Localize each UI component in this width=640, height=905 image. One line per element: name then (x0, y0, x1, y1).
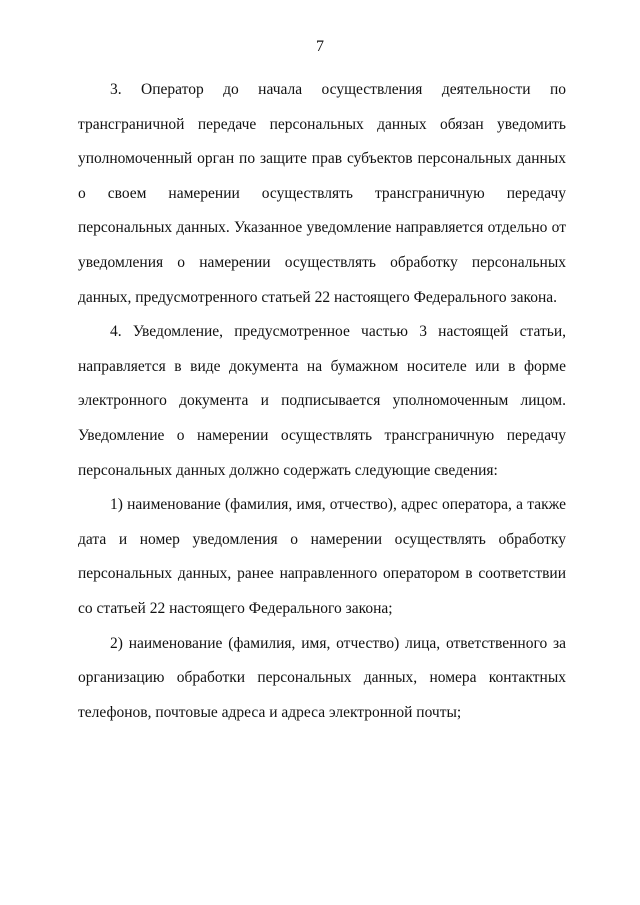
page-number: 7 (316, 38, 324, 55)
list-item-2: 2) наименование (фамилия, имя, отчество) лица, ответственного за организацию обработки персональных данных, номера контактных телефонов, почтовые адреса и адреса электронной почты; (78, 634, 566, 721)
paragraph-3: 3. Оператор до начала осуществления деятельности по трансграничной передаче персональных данных обязан уведомить уполномоченный орган по защите прав субъектов персональных данных о своем намерении осуществлять трансграничную передачу персональных данных. Указанное уведомление направляется отдельно от уведомления о намерении осуществлять обработку персональных данных, предусмотренного статьей 22 настоящего Федерального закона. (78, 81, 566, 306)
list-item-1: 1) наименование (фамилия, имя, отчество), адрес оператора, а также дата и номер уведомления о намерении осуществлять обработку персональных данных, ранее направленного оператором в соответствии со статьей 22 настоящего Федерального закона; (78, 496, 566, 617)
document-body (78, 73, 566, 730)
paragraph-4: 4. Уведомление, предусмотренное частью 3 настоящей статьи, направляется в виде документа на бумажном носителе или в форме электронного документа и подписывается уполномоченным лицом. Уведомление о намерении осуществлять трансграничную передачу персональных данных должно содержать следующие сведения: (78, 323, 566, 479)
